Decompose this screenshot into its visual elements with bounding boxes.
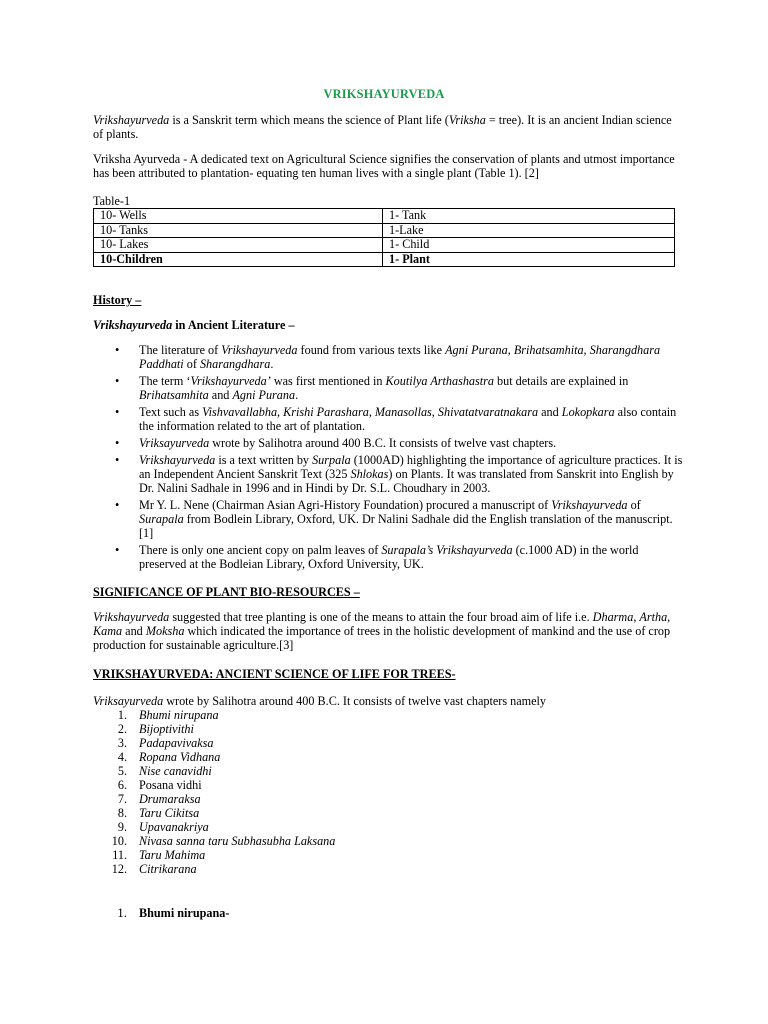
text-segment: . <box>295 388 299 402</box>
text-segment: and <box>122 624 146 638</box>
chapter-name: Bijoptivithi <box>139 722 194 736</box>
table-cell-plant: 1- Tank <box>383 209 675 224</box>
chapter-name: Upavanakriya <box>139 820 209 834</box>
italic-term: Shivatatvaratnakara <box>437 405 539 419</box>
italic-term: Brihatsamhita <box>139 388 209 402</box>
table-cell-human: 10-Children <box>94 252 383 267</box>
table-row <box>94 252 675 267</box>
text-segment: of <box>183 357 200 371</box>
italic-term: Moksha <box>145 624 185 638</box>
table-cell-plant: 1- Plant <box>383 252 675 267</box>
table-cell-human: 10- Tanks <box>94 223 383 238</box>
significance-heading: SIGNIFICANCE OF PLANT BIO-RESOURCES – <box>93 585 360 599</box>
text-segment: also contain the information related to the art of plantation. <box>139 405 677 433</box>
chapter-name: Taru Mahima <box>139 848 206 862</box>
list-item <box>93 436 683 450</box>
text-segment: wrote by Salihotra around 400 B.C. It consists of twelve vast chapters. <box>209 436 557 450</box>
chapter-list <box>93 708 335 876</box>
chapter-item <box>93 764 335 778</box>
text-segment: The literature of <box>139 343 222 357</box>
text-segment: (c.1000 AD) in the world preserved at the Bodleian Library, Oxford University, UK. <box>139 543 639 571</box>
italic-term: Vrikshayurveda <box>551 498 628 512</box>
chapter-number: 5. <box>117 764 127 778</box>
italic-term: Agni Purana <box>445 343 508 357</box>
italic-term: Shlokas <box>350 467 389 481</box>
bullet-icon: • <box>115 436 120 450</box>
section-label: Bhumi nirupana- <box>139 906 230 920</box>
chapter-number: 2. <box>117 722 127 736</box>
intro-term-2: Vriksha <box>448 113 486 127</box>
chapter-item <box>93 736 335 750</box>
text-segment: , <box>667 610 671 624</box>
table-cell-human: 10- Lakes <box>94 238 383 253</box>
chapter-number: 12. <box>111 862 127 876</box>
chapter-number: 8. <box>117 806 127 820</box>
text-segment: and <box>538 405 562 419</box>
chapters-intro-term: Vriksayurveda <box>93 694 164 708</box>
text-segment: is a text written by <box>215 453 313 467</box>
table-caption: Table-1 <box>93 194 131 208</box>
list-item <box>93 498 683 540</box>
italic-term: Vrikshayurveda <box>221 343 298 357</box>
chapter-name: Citrikarana <box>139 862 197 876</box>
table-row <box>94 238 675 253</box>
text-segment: Text such as <box>139 405 203 419</box>
history-heading: History – <box>93 293 142 307</box>
definition-paragraph: Vriksha Ayurveda - A dedicated text on Agricultural Science signifies the conservation of plants and utmost importance has been attributed to plantation- equating ten human lives with a single plant (Table 1). [2] <box>93 152 675 180</box>
intro-paragraph <box>93 113 683 141</box>
text-segment: and <box>208 388 233 402</box>
literature-bullet-list <box>93 343 683 574</box>
text-segment: which indicated the importance of trees in the holistic development of mankind and the use of crop production for sustainable agriculture.[3] <box>93 624 671 652</box>
text-segment: . <box>270 357 274 371</box>
text-segment: found from various texts like <box>297 343 446 357</box>
text-segment: , <box>368 405 375 419</box>
italic-term: Dharma <box>592 610 634 624</box>
chapter-number: 1. <box>117 708 127 722</box>
chapter-item <box>93 750 335 764</box>
bullet-icon: • <box>115 405 120 419</box>
italic-term: Vrikshayurveda’ <box>190 374 271 388</box>
list-item <box>93 543 683 571</box>
text-segment: from Bodlein Library, Oxford, UK. Dr Nalini Sadhale did the English translation of the manuscript. [1] <box>139 512 673 540</box>
chapter-item <box>93 778 335 792</box>
text-segment: of <box>627 498 641 512</box>
section-number: 1. <box>117 905 127 920</box>
chapter-number: 10. <box>111 834 127 848</box>
italic-term: Artha <box>639 610 668 624</box>
bullet-icon: • <box>115 343 120 357</box>
italic-term: Manasollas <box>374 405 432 419</box>
chapters-intro-text: wrote by Salihotra around 400 B.C. It consists of twelve vast chapters namely <box>163 694 546 708</box>
chapter-name: Drumaraksa <box>139 792 201 806</box>
chapter-name: Nivasa sanna taru Subhasubha Laksana <box>139 834 336 848</box>
chapter-item <box>93 834 335 848</box>
chapter-item <box>93 806 335 820</box>
italic-term: Kama <box>93 624 123 638</box>
chapter-name: Padapavivaksa <box>139 736 214 750</box>
text-segment: but details are explained in <box>493 374 629 388</box>
list-item <box>93 374 683 402</box>
bullet-icon: • <box>115 374 120 388</box>
chapter-item <box>93 792 335 806</box>
italic-term: Agni Purana <box>232 388 296 402</box>
italic-term: Vrikshayurveda <box>93 610 170 624</box>
text-segment: (1000AD) highlighting the importance of agriculture practices. It is an Independent Ancient Sanskrit Text (325 <box>139 453 683 481</box>
text-segment: , <box>277 405 284 419</box>
chapter-item <box>93 708 335 722</box>
text-segment: , <box>507 343 514 357</box>
table-cell-plant: 1- Child <box>383 238 675 253</box>
intro-term: Vrikshayurveda <box>93 113 170 127</box>
section-bhumi-nirupana <box>93 906 229 920</box>
text-segment: The term ‘ <box>139 374 191 388</box>
text-segment: Mr Y. L. Nene (Chairman Asian Agri-History Foundation) procured a manuscript of <box>139 498 552 512</box>
bullet-icon: • <box>115 543 120 557</box>
italic-term: Krishi Parashara <box>283 405 369 419</box>
table-cell-plant: 1-Lake <box>383 223 675 238</box>
text-segment: , <box>431 405 438 419</box>
italic-term: Vrikshayurveda <box>139 453 216 467</box>
chapter-item <box>93 848 335 862</box>
chapters-intro <box>93 694 683 708</box>
bullet-icon: • <box>115 498 120 512</box>
chapter-number: 4. <box>117 750 127 764</box>
chapter-number: 9. <box>117 820 127 834</box>
table-cell-human: 10- Wells <box>94 209 383 224</box>
table-row <box>94 223 675 238</box>
italic-term: Surapala <box>139 512 184 526</box>
chapter-name: Ropana Vidhana <box>139 750 221 764</box>
document-title: VRIKSHAYURVEDA <box>323 87 445 101</box>
intro-text-1: is a Sanskrit term which means the science of Plant life ( <box>169 113 449 127</box>
italic-term: Brihatsamhita, Sharangdhara Paddhati <box>139 343 661 371</box>
italic-term: Surpala <box>312 453 351 467</box>
table-row <box>94 209 675 224</box>
italic-term: Vriksayurveda <box>139 436 210 450</box>
chapter-number: 7. <box>117 792 127 806</box>
chapter-item <box>93 722 335 736</box>
intro-text-2: = tree). It is an ancient Indian science of plants. <box>93 113 672 141</box>
ancient-literature-term: Vrikshayurveda <box>93 318 173 332</box>
text-segment: There is only one ancient copy on palm leaves of <box>139 543 382 557</box>
italic-term: Vishvavallabha <box>202 405 278 419</box>
chapter-name: Posana vidhi <box>139 778 202 792</box>
ancient-literature-heading <box>93 318 295 332</box>
italic-term: Lokopkara <box>561 405 615 419</box>
list-item <box>93 343 683 371</box>
chapter-item <box>93 820 335 834</box>
chapter-name: Taru Cikitsa <box>139 806 200 820</box>
text-segment: suggested that tree planting is one of the means to attain the four broad aim of life i.e. <box>169 610 593 624</box>
list-item <box>93 453 683 495</box>
italic-term: Koutilya Arthashastra <box>385 374 494 388</box>
chapter-name: Nise canavidhi <box>139 764 212 778</box>
list-item <box>93 405 683 433</box>
text-segment: ) on Plants. It was translated from Sanskrit into English by Dr. Nalini Sadhale in 1996 and in Hindi by Dr. S.L. Choudhary in 2003. <box>139 467 674 495</box>
comparison-table <box>93 208 675 267</box>
ancient-science-heading: VRIKSHAYURVEDA: ANCIENT SCIENCE OF LIFE FOR TREES- <box>93 667 456 681</box>
text-segment: was first mentioned in <box>270 374 386 388</box>
chapter-number: 6. <box>117 778 127 792</box>
chapter-item <box>93 862 335 876</box>
italic-term: Sharangdhara <box>199 357 271 371</box>
italic-term: Surapala’s Vrikshayurveda <box>381 543 513 557</box>
ancient-literature-text: in Ancient Literature – <box>172 318 295 332</box>
chapter-number: 3. <box>117 736 127 750</box>
text-segment: , <box>633 610 640 624</box>
significance-paragraph <box>93 610 683 652</box>
chapter-name: Bhumi nirupana <box>139 708 219 722</box>
chapter-number: 11. <box>112 848 127 862</box>
bullet-icon: • <box>115 453 120 467</box>
